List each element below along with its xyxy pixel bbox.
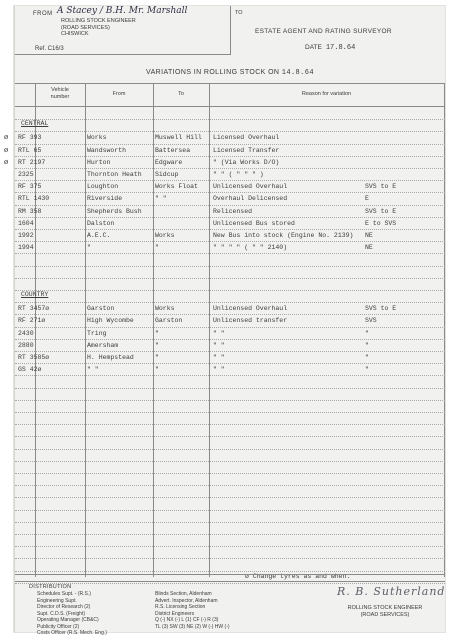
distribution-item: Costs Officer (R.S. Mech. Eng.)	[37, 630, 107, 636]
col-header-vehicle-line1: Vehicle	[51, 87, 69, 93]
row-rule	[15, 363, 445, 364]
signature: R. B. Sutherland	[337, 585, 446, 598]
reason-text: Unlicensed Overhaul	[213, 305, 288, 313]
date-value: 17.8.64	[325, 44, 356, 52]
row-marker: ø	[4, 133, 9, 142]
signatory	[340, 605, 430, 619]
vehicle-number: 2325	[18, 171, 34, 178]
category-code: SVS	[365, 317, 377, 325]
row-rule	[15, 449, 445, 450]
from-garage: Amersham	[87, 341, 119, 349]
to-garage: "	[155, 244, 159, 252]
district-codes: Q (-) NX (-) L (1) CF (-) R (3)	[155, 617, 219, 623]
row-rule	[15, 266, 445, 267]
signatory-line: ROLLING STOCK ENGINEER	[347, 605, 423, 611]
vehicle-number: 2430	[18, 329, 34, 337]
row-rule	[15, 156, 445, 157]
reason-text: " "	[213, 366, 225, 374]
distribution-item: Supt. C.D.S. (Freight)	[37, 610, 86, 617]
reason-text: Overhaul Delicensed	[213, 195, 288, 203]
to-garage: Battersea	[155, 146, 191, 154]
row-rule	[15, 144, 445, 145]
title-date: 14.8.64	[281, 69, 314, 77]
row-rule	[15, 253, 445, 254]
to-garage: Garston	[155, 317, 183, 325]
distribution-item: Engineering Supt.	[37, 597, 77, 604]
to-label: TO	[235, 10, 243, 16]
to-garage: Sidcup	[155, 171, 179, 178]
distribution-item: Publicity Officer (2)	[37, 623, 80, 630]
title-text: VARIATIONS IN ROLLING STOCK ON	[146, 69, 280, 76]
reason-text: " "	[213, 341, 225, 349]
to-garage: "	[155, 366, 159, 374]
from-garage: Garston	[87, 305, 115, 313]
to-garage: Edgware	[155, 158, 183, 166]
row-rule	[15, 497, 445, 498]
from-garage: Hurton	[87, 158, 111, 166]
vehicle-number: 1994	[18, 244, 34, 252]
row-rule	[15, 302, 445, 303]
vehicle-number: RT 3585ø	[18, 354, 50, 361]
row-rule	[15, 229, 445, 230]
reason-text: " "	[213, 329, 225, 337]
row-rule	[15, 241, 445, 242]
reason-text: " "	[213, 354, 225, 361]
col-header-from: From	[112, 91, 126, 97]
to-garage: Works	[155, 232, 175, 239]
col-header-to: To	[178, 91, 184, 97]
from-garage: H. Hempstead	[87, 354, 134, 361]
reference: Ref. C16/3	[35, 46, 64, 52]
from-garage: Loughton	[87, 183, 119, 191]
vehicle-number: RTL 65	[18, 146, 42, 154]
row-rule	[15, 278, 445, 279]
row-rule	[15, 485, 445, 486]
category-code: SVS to E	[365, 207, 397, 215]
row-rule	[15, 290, 445, 291]
section-central: CENTRAL	[21, 120, 49, 127]
reason-text: Unlicensed transfer	[213, 317, 288, 325]
row-rule	[15, 119, 445, 120]
row-rule	[15, 388, 445, 389]
row-rule	[15, 510, 445, 511]
vehicle-number: RM 358	[18, 207, 42, 215]
distribution-heading: DISTRIBUTION	[29, 584, 72, 590]
row-rule	[15, 400, 445, 401]
category-code: "	[365, 354, 369, 361]
vehicle-number: RF 375	[18, 183, 42, 191]
memo-sheet	[4, 6, 446, 636]
row-rule	[15, 571, 445, 572]
reason-text: Relicensed	[213, 207, 253, 215]
from-garage: Works	[87, 134, 107, 142]
category-code: NE	[365, 244, 373, 252]
date-field	[305, 44, 355, 52]
sender-org	[61, 18, 136, 38]
distribution-item: R.S. Licensing Section	[155, 604, 206, 610]
vehicle-number: 2880	[18, 341, 34, 349]
distribution-block	[15, 574, 446, 636]
to-garage: "	[155, 329, 159, 337]
to-garage: Muswell Hill	[155, 134, 202, 142]
distribution-list-middle	[155, 591, 230, 630]
signatory-line: (ROAD SERVICES)	[360, 612, 410, 618]
reason-text: Licensed Transfer	[213, 146, 280, 154]
vehicle-number: 1992	[18, 232, 34, 239]
reason-text: " " ( " " " )	[213, 171, 264, 178]
reason-text: " " " " ( " " 2140)	[213, 244, 288, 252]
category-code: "	[365, 366, 369, 374]
sender-box	[15, 6, 231, 55]
org-line: (ROAD SERVICES)	[61, 24, 110, 31]
to-garage: Works	[155, 305, 175, 313]
header-rule	[15, 106, 445, 107]
from-garage: Tring	[87, 329, 107, 337]
from-garage: " "	[87, 366, 99, 374]
row-rule	[15, 424, 445, 425]
category-code: E	[365, 195, 369, 203]
col-header-vehicle-line2: number	[50, 93, 70, 100]
row-rule	[15, 180, 445, 181]
category-code: "	[365, 329, 369, 337]
reason-text: Unlicensed Bus stored	[213, 219, 295, 227]
category-code: SVS to E	[365, 183, 397, 191]
vehicle-number: RF 393	[18, 134, 42, 142]
from-garage: Riverside	[87, 195, 123, 203]
row-rule	[15, 351, 445, 352]
to-garage: "	[155, 354, 159, 361]
row-rule	[15, 192, 445, 193]
category-code: "	[365, 341, 369, 349]
vehicle-number: RT 3457ø	[18, 305, 50, 313]
row-rule	[15, 412, 445, 413]
row-rule	[15, 205, 445, 206]
row-rule	[15, 461, 445, 462]
to-garage: Works Float	[155, 183, 198, 191]
distribution-item: District Engineers	[155, 610, 195, 617]
column-rule	[153, 84, 154, 577]
row-rule	[15, 339, 445, 340]
row-marker: ø	[4, 145, 9, 154]
to-garage: "	[155, 341, 159, 349]
reason-text: New Bus into stock (Engine No. 2139)	[213, 232, 354, 239]
from-garage: High Wycombe	[87, 317, 134, 325]
distribution-item: Advert. Inspector, Aldenham	[155, 597, 218, 604]
from-garage: Dalston	[87, 219, 115, 227]
document-title	[15, 69, 445, 77]
row-rule	[15, 131, 445, 132]
column-rule	[209, 84, 210, 577]
distribution-item: Blinds Section, Aldenham	[155, 591, 212, 597]
section-country: COUNTRY	[21, 291, 49, 298]
row-marker: ø	[4, 157, 9, 166]
col-header-reason: Reason for variation	[301, 91, 352, 97]
distribution-item: Director of Research (2)	[37, 604, 91, 610]
category-code: E to SVS	[365, 219, 397, 227]
row-rule	[15, 436, 445, 437]
category-code: NE	[365, 232, 373, 239]
row-rule	[15, 168, 445, 169]
from-garage: Wandsworth	[87, 146, 127, 154]
column-rule	[85, 84, 86, 577]
row-rule	[15, 534, 445, 535]
vehicle-number: RF 271ø	[18, 317, 46, 325]
variations-table	[4, 83, 445, 580]
footnote: ø Change tyres as and when.	[245, 573, 351, 580]
category-code: SVS to E	[365, 305, 397, 313]
distribution-item: Schedules Supt. - (R.S.)	[37, 591, 91, 597]
reason-text: " (Via Works D/O)	[213, 158, 280, 166]
org-line: CHISWICK	[61, 31, 89, 37]
column-rule	[444, 84, 445, 577]
reason-text: Unlicensed Overhaul	[213, 183, 288, 191]
from-garage: Thornton Heath	[87, 171, 142, 178]
row-rule	[15, 546, 445, 547]
distribution-list-left	[37, 591, 107, 637]
from-label: FROM	[33, 11, 53, 17]
from-garage: A.E.C.	[87, 232, 111, 239]
district-codes: TL (3) SW (3) NE (2) W (-) HW (-)	[155, 623, 230, 630]
vehicle-number: 1604	[18, 219, 34, 227]
handwritten-from: A Stacey / B.H. Mr. Marshall	[57, 6, 188, 16]
memo-header	[15, 6, 445, 54]
org-line: ROLLING STOCK ENGINEER	[61, 18, 136, 24]
to-garage: " "	[155, 195, 167, 203]
reason-text: Licensed Overhaul	[213, 134, 280, 142]
date-label: DATE	[305, 44, 322, 51]
from-garage: Shepherds Bush	[87, 207, 142, 215]
row-rule	[15, 375, 445, 376]
vehicle-number: RTL 1430	[18, 195, 50, 203]
vehicle-number: RT 2197	[18, 158, 46, 166]
distribution-item: Operating Manager (CB&C)	[37, 617, 99, 623]
row-rule	[15, 473, 445, 474]
row-rule	[15, 558, 445, 559]
vehicle-number: GS 42ø	[18, 366, 42, 374]
row-rule	[15, 217, 445, 218]
from-garage: "	[87, 244, 91, 252]
row-rule	[15, 314, 445, 315]
row-rule	[15, 522, 445, 523]
row-rule	[15, 327, 445, 328]
col-header-vehicle	[35, 87, 85, 100]
recipient: ESTATE AGENT AND RATING SURVEYOR	[255, 28, 392, 35]
